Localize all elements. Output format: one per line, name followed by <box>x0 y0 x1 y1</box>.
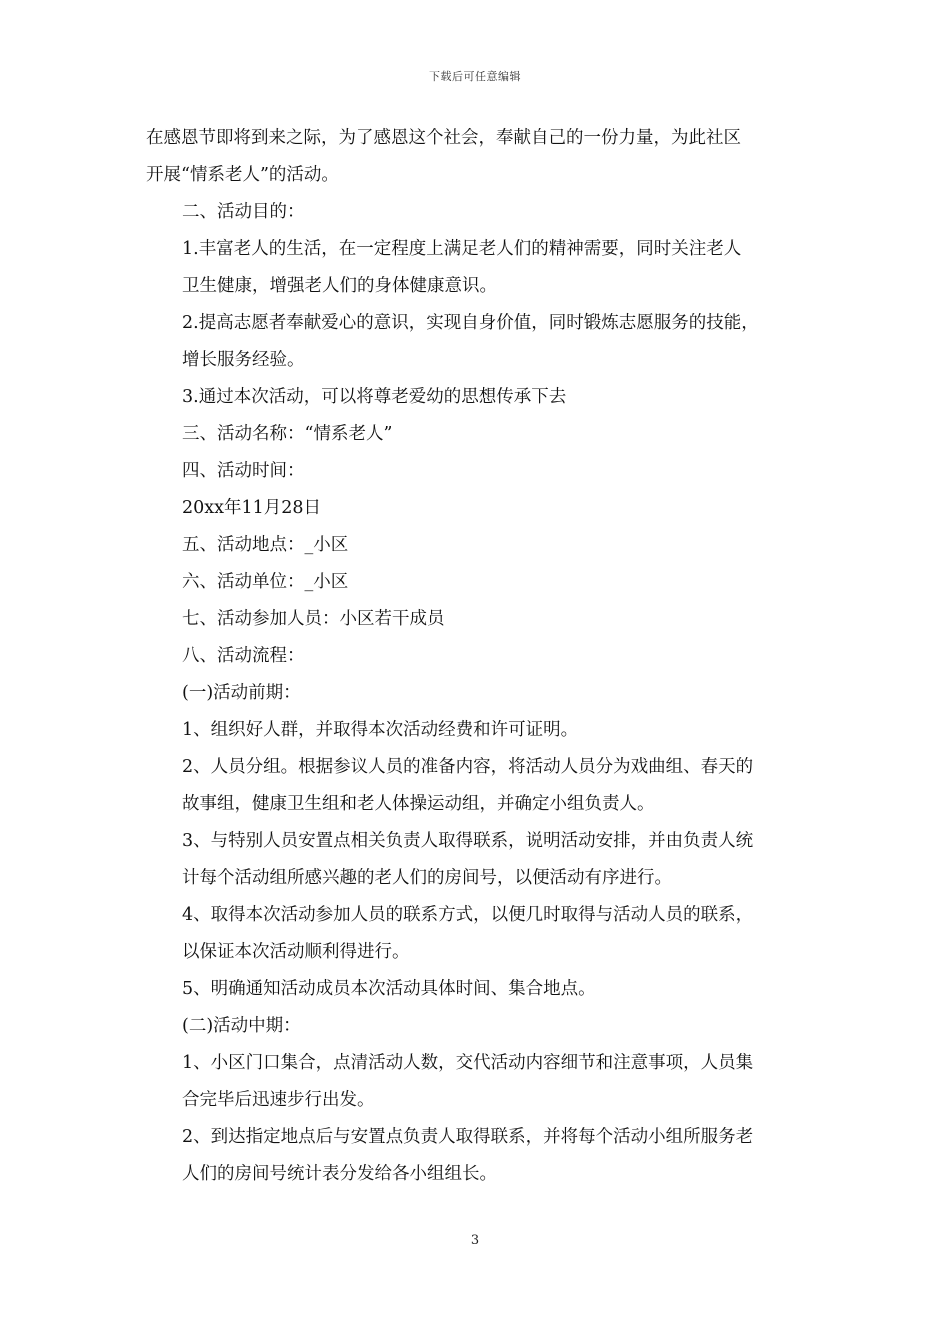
text-line: 在感恩节即将到来之际，为了感恩这个社会，奉献自己的一份力量，为此社区 <box>146 128 741 148</box>
text-line: 计每个活动组所感兴趣的老人们的房间号，以便活动有序进行。 <box>182 868 672 888</box>
paragraph <box>146 1119 814 1193</box>
paragraph <box>146 120 814 194</box>
paragraph <box>146 1045 814 1119</box>
text-line: 五、活动地点：_小区 <box>182 535 349 555</box>
text-line: (二)活动中期： <box>182 1016 301 1036</box>
paragraph <box>146 564 814 601</box>
text-line: 八、活动流程： <box>182 646 305 666</box>
text-line: 卫生健康，增强老人们的身体健康意识。 <box>182 276 497 296</box>
text-line: 3.通过本次活动，可以将尊老爱幼的思想传承下去 <box>182 387 567 407</box>
text-line: 20xx年11月28日 <box>182 498 322 518</box>
text-line: 1、小区门口集合，点清活动人数，交代活动内容细节和注意事项，人员集 <box>182 1053 754 1073</box>
text-line: 七、活动参加人员：小区若干成员 <box>182 609 445 629</box>
text-line: 人们的房间号统计表分发给各小组组长。 <box>182 1164 497 1184</box>
paragraph <box>146 379 814 416</box>
paragraph <box>146 897 814 971</box>
text-line: 1、组织好人群，并取得本次活动经费和许可证明。 <box>182 720 579 740</box>
text-line: 3、与特别人员安置点相关负责人取得联系，说明活动安排，并由负责人统 <box>182 831 754 851</box>
paragraph <box>146 416 814 453</box>
text-line: 增长服务经验。 <box>182 350 305 370</box>
text-line: 六、活动单位：_小区 <box>182 572 349 592</box>
text-line: 四、活动时间： <box>182 461 305 481</box>
paragraph <box>146 527 814 564</box>
text-line: 开展“情系老人”的活动。 <box>146 165 339 185</box>
paragraph <box>146 601 814 638</box>
text-line: 4、取得本次活动参加人员的联系方式，以便几时取得与活动人员的联系， <box>182 905 754 925</box>
paragraph <box>146 823 814 897</box>
text-line: 2.提高志愿者奉献爱心的意识，实现自身价值，同时锻炼志愿服务的技能， <box>182 313 759 333</box>
text-line: 故事组，健康卫生组和老人体操运动组，并确定小组负责人。 <box>182 794 655 814</box>
paragraph <box>146 749 814 823</box>
paragraph <box>146 971 814 1008</box>
paragraph <box>146 453 814 490</box>
paragraph <box>146 231 814 305</box>
text-line: 合完毕后迅速步行出发。 <box>182 1090 375 1110</box>
page-number: 3 <box>470 1233 480 1248</box>
paragraph <box>146 675 814 712</box>
text-line: (一)活动前期： <box>182 683 301 703</box>
text-line: 2、人员分组。根据参议人员的准备内容，将活动人员分为戏曲组、春天的 <box>182 757 754 777</box>
text-line: 2、到达指定地点后与安置点负责人取得联系，并将每个活动小组所服务老 <box>182 1127 754 1147</box>
paragraph <box>146 1008 814 1045</box>
paragraph <box>146 638 814 675</box>
page-header: 下载后可任意编辑 <box>429 70 521 83</box>
text-line: 以保证本次活动顺利得进行。 <box>182 942 410 962</box>
paragraph <box>146 305 814 379</box>
text-line: 1.丰富老人的生活，在一定程度上满足老人们的精神需要，同时关注老人 <box>182 239 742 259</box>
text-line: 三、活动名称：“情系老人” <box>182 424 393 444</box>
text-line: 二、活动目的： <box>182 202 305 222</box>
document-body <box>146 120 814 1193</box>
paragraph <box>146 490 814 527</box>
paragraph <box>146 194 814 231</box>
paragraph <box>146 712 814 749</box>
text-line: 5、明确通知活动成员本次活动具体时间、集合地点。 <box>182 979 596 999</box>
